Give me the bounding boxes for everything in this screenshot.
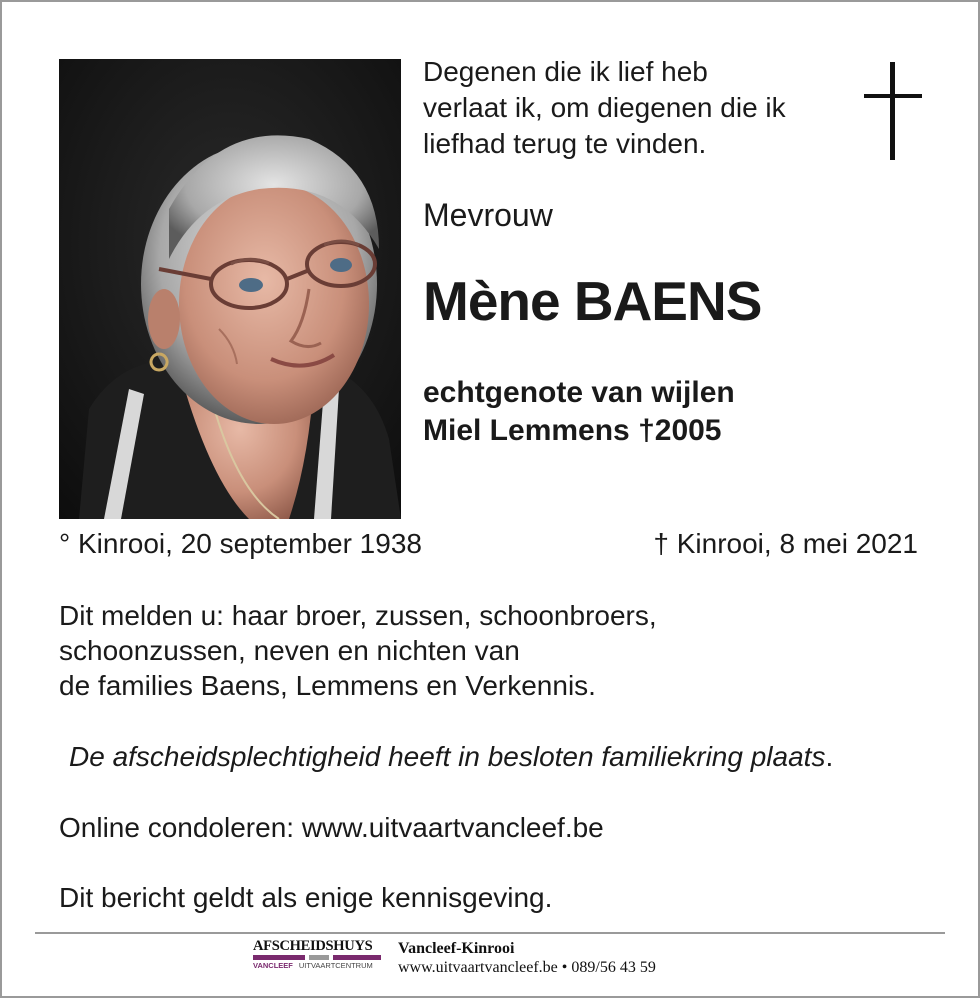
footer-divider xyxy=(35,932,945,934)
contact-line: www.uitvaartvancleef.be • 089/56 43 59 xyxy=(398,959,656,976)
online-condolence: Online condoleren: www.uitvaartvancleef.be xyxy=(59,812,604,843)
family-line: schoonzussen, neven en nichten van xyxy=(59,635,520,666)
logo-bar xyxy=(253,955,383,960)
spouse-info xyxy=(423,374,735,450)
logo-subtitle xyxy=(253,961,383,971)
portrait-photo xyxy=(59,59,401,519)
spouse-line: echtgenote van wijlen xyxy=(423,376,735,409)
death-date: † Kinrooi, 8 mei 2021 xyxy=(653,528,918,559)
family-line: Dit melden u: haar broer, zussen, schoonbroers, xyxy=(59,600,657,631)
company-name: Vancleef-Kinrooi xyxy=(398,940,515,957)
portrait-illustration xyxy=(59,59,401,519)
logo-title: AFSCHEIDSHUYS xyxy=(253,938,373,954)
logo-sub-right: UITVAARTCENTRUM xyxy=(298,961,373,970)
ceremony-punct: . xyxy=(825,741,834,772)
honorific: Mevrouw xyxy=(423,197,553,233)
spouse-line: Miel Lemmens †2005 xyxy=(423,414,722,447)
birth-date: ° Kinrooi, 20 september 1938 xyxy=(59,528,422,559)
ceremony-note xyxy=(69,740,833,774)
quote-line: Degenen die ik lief heb xyxy=(423,56,708,87)
funeral-home-contact xyxy=(398,939,656,978)
deceased-name: Mène BAENS xyxy=(423,270,762,332)
logo-sub-left: VANCLEEF xyxy=(253,961,293,970)
memorial-quote xyxy=(423,54,786,162)
ceremony-text: De afscheidsplechtigheid heeft in besloten familiekring plaats xyxy=(69,741,826,772)
cross-icon xyxy=(864,62,922,160)
notice-statement: Dit bericht geldt als enige kennisgeving. xyxy=(59,882,553,913)
family-announcement xyxy=(59,598,657,703)
quote-line: liefhad terug te vinden. xyxy=(423,128,707,159)
family-line: de families Baens, Lemmens en Verkennis. xyxy=(59,670,596,701)
funeral-home-logo xyxy=(253,938,383,978)
quote-line: verlaat ik, om diegenen die ik xyxy=(423,92,786,123)
